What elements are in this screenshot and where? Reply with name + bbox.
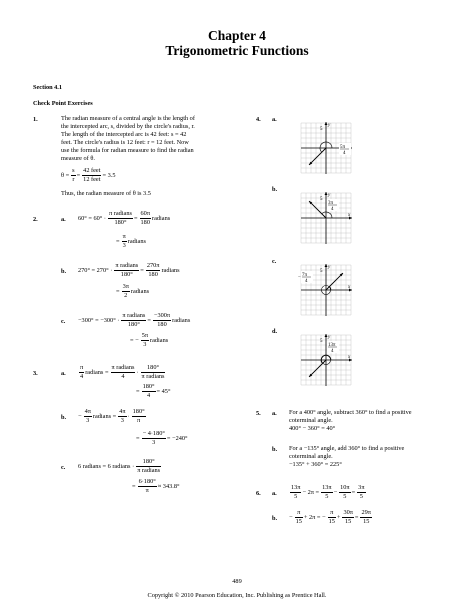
denominator: 180 [148, 270, 158, 278]
fraction [141, 332, 149, 348]
angle-sign: − [298, 275, 301, 280]
ex5a-text [289, 409, 412, 433]
angle-denominator: 4 [305, 279, 308, 284]
operator: + 2π = − [303, 513, 326, 521]
numerator: π radians [109, 210, 132, 217]
result: = 45° [156, 387, 171, 395]
y-axis-label: y [328, 123, 331, 128]
fraction [357, 484, 365, 500]
exercise-1-text [61, 115, 195, 163]
unit: radians [127, 237, 146, 245]
equals: = [147, 316, 151, 324]
lhs: −300° = −300° · [78, 316, 120, 324]
numerator: 29π [361, 509, 371, 516]
ex6b-equation [289, 509, 373, 525]
subsection-heading: Check Point Exercises [33, 100, 93, 107]
fraction [142, 430, 166, 446]
denominator: 3 [86, 416, 90, 424]
terminal-side [309, 148, 326, 165]
unit: radians [150, 336, 169, 344]
numerator: 13π [322, 484, 332, 491]
fraction [121, 312, 146, 328]
ex1-eq-lhs: θ = [61, 171, 70, 179]
lhs: 6 radians = 6 radians · [78, 462, 135, 470]
fraction [360, 509, 371, 525]
angle-denominator: 4 [331, 207, 334, 212]
ex3b-row1 [78, 408, 147, 424]
numerator: −300π [153, 312, 171, 319]
denominator: 4 [146, 391, 151, 399]
denominator: 3 [152, 438, 156, 446]
ex3b-row2 [136, 430, 189, 446]
lhs: 270° = 270° · [78, 266, 113, 274]
fraction [122, 283, 130, 299]
angle-numerator: 7π [302, 273, 308, 278]
denominator: 180 [140, 218, 150, 226]
denominator: 4 [121, 372, 125, 380]
numerator: 180° [132, 408, 145, 415]
numerator: 5π [141, 332, 149, 339]
minus: − [289, 513, 293, 521]
equals: = [140, 266, 144, 274]
ex3a-label: a. [61, 370, 66, 377]
fraction [153, 312, 171, 328]
denominator: 3 [143, 340, 147, 348]
terminal-side [326, 273, 343, 290]
ex2a-row2 [116, 233, 147, 249]
ex3a-row1 [78, 364, 166, 380]
ex2a-row1 [78, 210, 171, 226]
equals: = [136, 434, 140, 442]
numerator: 10π [340, 484, 350, 491]
denominator: π [137, 416, 141, 424]
copyright-notice: Copyright © 2010 Pearson Education, Inc. Publishing as Prentice Hall. [147, 592, 327, 599]
ex5b-label: b. [272, 446, 278, 453]
fraction [328, 509, 336, 525]
denominator: π radians [141, 372, 165, 380]
numerator: 13π [291, 484, 301, 491]
fraction [138, 478, 157, 494]
numerator: 4π [84, 408, 91, 415]
denominator: 4 [80, 372, 84, 380]
angle-denominator: 4 [331, 349, 334, 354]
page-number: 489 [232, 578, 242, 585]
numerator: 180° [142, 383, 155, 390]
dot: · [136, 368, 139, 376]
ex4c-label: c. [272, 258, 277, 265]
x-axis-label: x [348, 355, 351, 360]
unit: radians [172, 316, 191, 324]
denominator: 15 [295, 517, 302, 525]
y-tick-label: 5 [320, 197, 323, 202]
y-axis-label: y [328, 265, 331, 270]
fraction [136, 458, 161, 474]
operator: = [354, 513, 359, 521]
equals: = [132, 482, 136, 490]
ex1-line: feet. The circle's radius is 12 feet: r = 12 feet. Now [61, 139, 189, 146]
numerator: π radians [115, 262, 139, 269]
denominator: 5 [359, 492, 363, 500]
text-line: coterminal angle. [289, 453, 333, 460]
equals: = [136, 387, 140, 395]
fraction [118, 408, 126, 424]
x-axis-label: x [348, 213, 351, 218]
ex3c-label: c. [61, 464, 66, 471]
fraction [132, 408, 146, 424]
text-line: −135° + 360° = 225° [289, 461, 342, 468]
denominator: 15 [363, 517, 370, 525]
ex6b-label: b. [272, 515, 278, 522]
lhs: 60° = 60° · [78, 214, 107, 222]
numerator: 180° [136, 458, 161, 467]
denominator: 12 feet [83, 175, 101, 183]
ex4c-angle-graph [298, 262, 354, 318]
text: radians = [85, 368, 109, 376]
denominator: π radians [137, 466, 161, 474]
operator: = [351, 488, 356, 496]
operator: − [333, 488, 338, 496]
unit: radians [152, 214, 171, 222]
denominator: 5 [294, 492, 298, 500]
numerator: 270π [146, 262, 160, 269]
ex2c-label: c. [61, 318, 66, 325]
dot: · [127, 412, 130, 420]
operator: − 2π = [302, 488, 320, 496]
denominator: 2 [124, 291, 128, 299]
numerator: π [80, 364, 84, 371]
fraction [141, 364, 166, 380]
ex4a-label: a. [272, 116, 277, 123]
ex4b-label: b. [272, 186, 278, 193]
equals: = [116, 287, 120, 295]
denominator: 180° [114, 218, 127, 226]
ex2c-row1 [78, 312, 191, 328]
ex5a-label: a. [272, 410, 277, 417]
numerator: 3π [358, 484, 365, 491]
numerator: 6·180° [138, 478, 156, 485]
text-line: For a 400° angle, subtract 360° to find a positive [289, 409, 412, 416]
numerator: 42 feet [83, 167, 101, 174]
exercise-4-number: 4. [256, 116, 261, 123]
fraction [295, 509, 303, 525]
ex4d-label: d. [272, 328, 278, 335]
result: = −240° [166, 434, 188, 442]
denominator: 180° [127, 320, 140, 328]
fraction [146, 262, 161, 278]
text-line: 400° − 360° = 40° [289, 425, 336, 432]
ex2a-label: a. [61, 216, 66, 223]
fraction [321, 484, 332, 500]
operator: + [336, 513, 341, 521]
equals: = − [130, 336, 139, 344]
y-axis-label: y [328, 335, 331, 340]
ex1-line: use the formula for radian measure to find the radian [61, 147, 194, 154]
denominator: 5 [343, 492, 347, 500]
numerator: 4π [119, 408, 126, 415]
numerator: π radians [111, 364, 135, 371]
ex6a-equation [289, 484, 367, 500]
ex4b-angle-graph [298, 190, 354, 246]
exercise-2-number: 2. [33, 216, 38, 223]
denominator: π [145, 486, 149, 494]
ex3a-row2 [136, 383, 171, 399]
denominator: 5 [325, 492, 329, 500]
y-axis-label: y [328, 193, 331, 198]
section-heading: Section 4.1 [33, 84, 63, 91]
ex2b-label: b. [61, 268, 67, 275]
unit: radians [130, 287, 150, 295]
ex6a-label: a. [272, 490, 277, 497]
fraction [339, 484, 350, 500]
ex4a-angle-graph [298, 120, 354, 176]
y-tick-label: 5 [320, 339, 323, 344]
terminal-side [309, 201, 326, 218]
angle-numerator: 5π [340, 145, 346, 150]
denominator: 15 [328, 517, 335, 525]
equals: = [133, 214, 138, 222]
numerator: 60π [140, 210, 150, 217]
denominator: 180 [157, 320, 167, 328]
denominator: 180° [120, 270, 133, 278]
exercise-3-number: 3. [33, 370, 38, 377]
fraction [290, 484, 301, 500]
minus: − [78, 412, 82, 420]
ex3c-row2 [132, 478, 181, 494]
numerator: π [122, 233, 126, 240]
result: ≈ 343.8° [157, 482, 180, 490]
angle-denominator: 4 [343, 151, 346, 156]
exercise-1-number: 1. [33, 116, 38, 123]
ex1-frac-feet [82, 167, 101, 183]
fraction [122, 233, 127, 249]
chapter-number: Chapter 4 [208, 28, 266, 43]
ex1-frac-s-over-r [71, 167, 75, 183]
denominator: 3 [120, 416, 124, 424]
numerator: π radians [122, 312, 146, 319]
ex2b-row1 [78, 262, 181, 278]
numerator: s [72, 167, 75, 174]
numerator: 30π [343, 509, 353, 516]
text-line: coterminal angle. [289, 417, 333, 424]
ex2c-row2 [130, 332, 169, 348]
numerator: π [295, 509, 303, 518]
ex2b-row2 [116, 283, 150, 299]
text: radians = [92, 412, 117, 420]
denominator: 15 [345, 517, 352, 525]
ex4d-angle-graph [298, 332, 354, 388]
ex3b-label: b. [61, 414, 67, 421]
chapter-title: Trigonometric Functions [165, 43, 309, 58]
ex1-line: The radian measure of a central angle is the length of [61, 115, 195, 122]
x-axis-label: x [348, 285, 351, 290]
ex1-line: The length of the intercepted arc is 42 feet: s = 42 [61, 131, 187, 138]
y-tick-label: 5 [320, 127, 323, 132]
angle-numerator: 13π [328, 343, 336, 348]
ex1-line: measure of θ. [61, 155, 95, 162]
text-line: For a −135° angle, add 360° to find a positive [289, 445, 405, 452]
fraction [114, 262, 139, 278]
denominator: 3 [122, 241, 126, 249]
fraction [342, 509, 353, 525]
ex5b-text [289, 445, 404, 469]
numerator: π [328, 509, 336, 518]
exercise-6-number: 6. [256, 490, 261, 497]
unit: radians [161, 266, 180, 274]
equals: = [76, 171, 81, 179]
ex3c-row1 [78, 458, 162, 474]
fraction [111, 364, 139, 380]
ex1-eq-rhs: = 3.5 [102, 171, 116, 179]
denominator: r [72, 175, 75, 183]
numerator: 3π [122, 283, 129, 290]
terminal-side [309, 360, 326, 377]
y-tick-label: 5 [320, 269, 323, 274]
ex1-equation [61, 167, 116, 183]
fraction [108, 210, 133, 226]
exercise-5-number: 5. [256, 410, 261, 417]
fraction [79, 364, 84, 380]
ex1-conclusion: Thus, the radian measure of θ is 3.5 [61, 190, 151, 197]
equals: = [116, 237, 120, 245]
angle-numerator: 3π [328, 201, 334, 206]
fraction [142, 383, 156, 399]
numerator: 180° [141, 364, 166, 373]
numerator: − 4·180° [142, 430, 165, 437]
fraction [84, 408, 92, 424]
ex1-line: the intercepted arc, s, divided by the circle's radius, r. [61, 123, 195, 130]
fraction [140, 210, 151, 226]
